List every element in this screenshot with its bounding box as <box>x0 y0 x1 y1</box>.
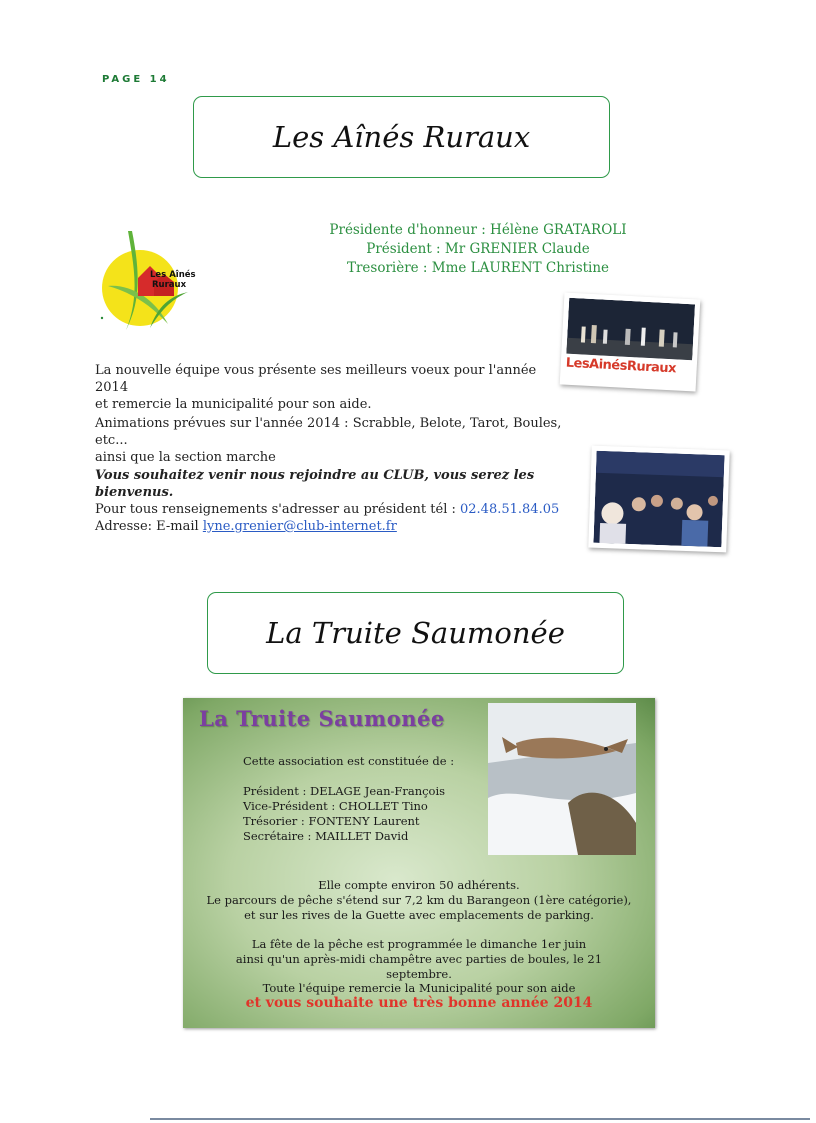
logo-text-line1: Les Aînés <box>150 270 196 280</box>
page-bottom-rule <box>150 1118 810 1120</box>
officers-list <box>318 221 638 278</box>
member-president: Président : DELAGE Jean-François <box>243 784 446 798</box>
fish-photo <box>488 703 636 855</box>
section-title-aines-ruraux: Les Aînés Ruraux <box>272 120 531 154</box>
poster-intro: Cette association est constituée de : <box>243 754 455 768</box>
member-vice-president: Vice-Président : CHOLLET Tino <box>243 799 428 813</box>
page-number: PAGE 14 <box>102 74 170 85</box>
poster-thanks-paragraph <box>203 981 635 1011</box>
phone-number: 02.48.51.84.05 <box>460 502 560 517</box>
info-line3: et sur les rives de la Guette avec emplacements de parking. <box>244 908 594 922</box>
events-line2: ainsi qu'un après-midi champêtre avec parties de boules, le 21 septembre. <box>235 952 603 981</box>
invite-text: Vous souhaitez venir nous rejoindre au CLUB, vous serez les bienvenus. <box>95 468 535 500</box>
logo-text-line2: Ruraux <box>152 280 187 290</box>
greetings-line2: et remercie la municipalité pour son aide. <box>95 397 372 412</box>
poster-title: La Truite Saumonée <box>199 706 445 731</box>
photo-banner-text: LesAinésRuraux <box>565 355 677 377</box>
address-label: Adresse: E-mail <box>95 519 203 534</box>
info-line1: Elle compte environ 50 adhérents. <box>318 878 520 892</box>
section-title-truite-saumonee: La Truite Saumonée <box>266 616 565 650</box>
events-line1: La fête de la pêche est programmée le dimanche 1er juin <box>251 937 587 951</box>
photo-stage-group <box>560 293 701 392</box>
contact-paragraph <box>95 467 585 535</box>
poster-events-paragraph <box>203 937 635 982</box>
thanks-line2: et vous souhaite une très bonne année 2014 <box>245 995 593 1011</box>
greetings-line1: La nouvelle équipe vous présente ses meilleurs voeux pour l'année 2014 <box>95 363 537 395</box>
info-line2: Le parcours de pêche s'étend sur 7,2 km du Barangeon (1ère catégorie), <box>206 893 632 907</box>
member-treasurer: Trésorier : FONTENY Laurent <box>243 814 420 828</box>
activities-line2: ainsi que la section marche <box>95 450 276 465</box>
address-line <box>95 518 585 535</box>
officer-honorary-president: Présidente d'honneur : Hélène GRATAROLI <box>329 222 627 238</box>
officer-treasurer: Tresorière : Mme LAURENT Christine <box>346 260 610 276</box>
activities-line1: Animations prévues sur l'année 2014 : Scrabble, Belote, Tarot, Boules, etc... <box>95 416 562 448</box>
section-title-box-truite-saumonee <box>207 592 624 674</box>
section-title-box-aines-ruraux <box>193 96 610 178</box>
activities-paragraph <box>95 415 575 466</box>
fish-jumping-image <box>488 703 636 855</box>
poster-members <box>243 784 445 844</box>
email-link[interactable]: lyne.grenier@club-internet.fr <box>202 519 397 534</box>
greetings-paragraph <box>95 362 565 413</box>
officer-president: Président : Mr GRENIER Claude <box>366 241 590 257</box>
logo-text <box>150 270 196 290</box>
thanks-line1: Toute l'équipe remercie la Municipalité pour son aide <box>262 981 576 995</box>
contact-line <box>95 501 585 518</box>
poster-info-paragraph <box>203 878 635 923</box>
truite-saumonee-poster <box>183 698 655 1028</box>
photo-members-meeting <box>588 446 729 553</box>
member-secretary: Secrétaire : MAILLET David <box>243 829 409 843</box>
meeting-photo-image <box>593 451 724 547</box>
contact-label: Pour tous renseignements s'adresser au président tél : <box>95 502 460 517</box>
